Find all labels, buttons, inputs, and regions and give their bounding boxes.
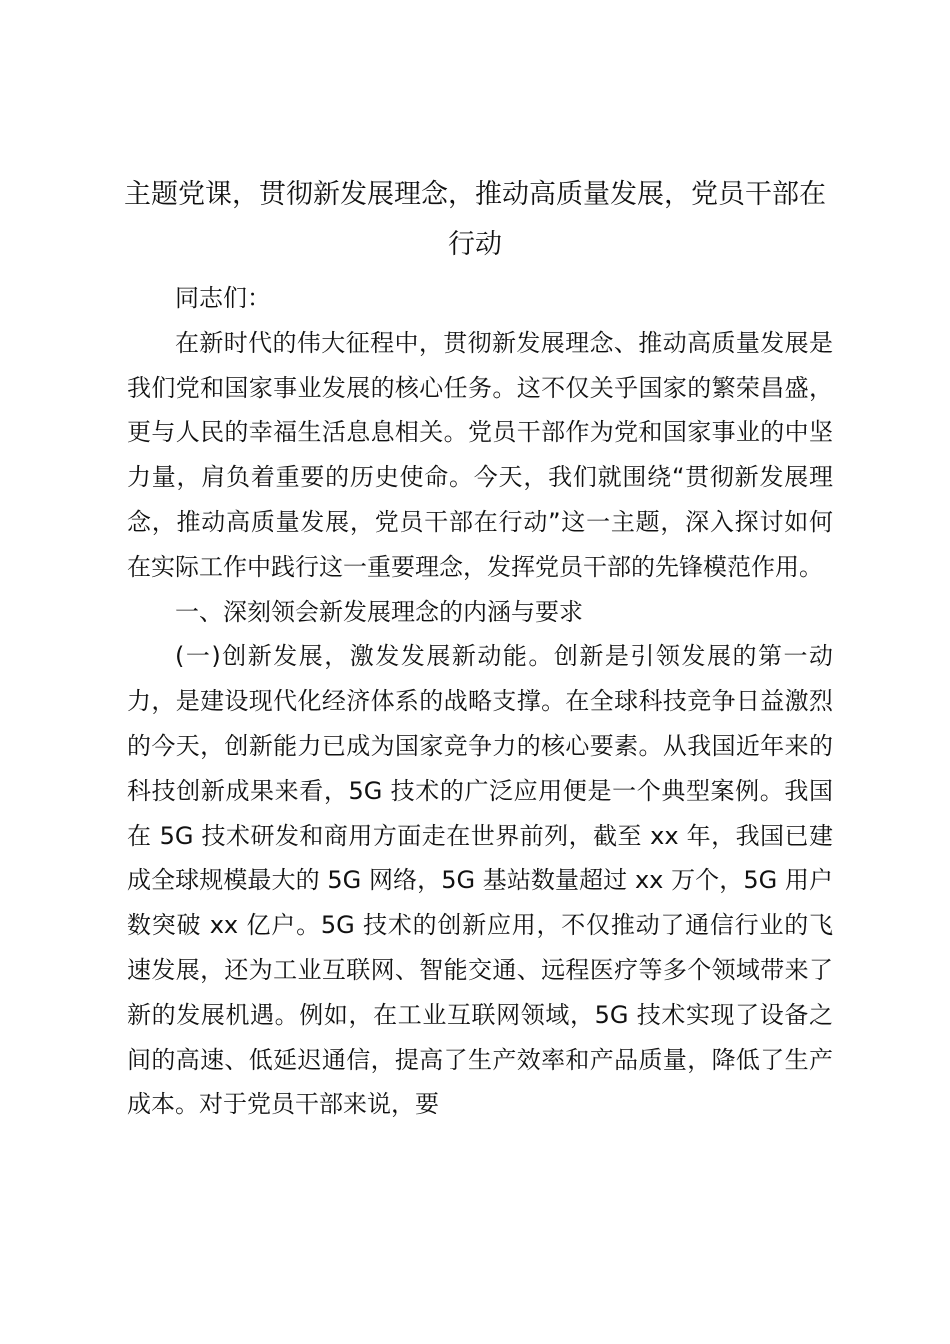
document-title: 主题党课，贯彻新发展理念，推动高质量发展，党员干部在行动 <box>124 179 826 260</box>
section-heading: 一、深刻领会新发展理念的内涵与要求 <box>175 597 583 626</box>
document-body <box>127 276 833 1127</box>
greeting: 同志们： <box>175 284 271 312</box>
paragraph-intro: 在新时代的伟大征程中，贯彻新发展理念、推动高质量发展是我们党和国家事业发展的核心任务。这不仅关乎国家的繁荣昌盛，更与人民的幸福生活息息相关。党员干部作为党和国家事业的中坚力量，肩负着重要的历史使命。今天，我们就围绕“贯彻新发展理念，推动高质量发展，党员干部在行动”这一主题，深入探讨如何在实际工作中践行这一重要理念，发挥党员干部的先锋模范作用。 <box>127 328 833 581</box>
paragraph-innovation: (一)创新发展，激发发展新动能。创新是引领发展的第一动力，是建设现代化经济体系的战略支撑。在全球科技竞争日益激烈的今天，创新能力已成为国家竞争力的核心要素。从我国近年来的科技创新成果来看，5G 技术的广泛应用便是一个典型案例。我国在 5G 技术研发和商用方面走在世界前列，截至 xx 年，我国已建成全球规模最大的 5G 网络，5G 基站数量超过 xx 万个，5G 用户数突破 xx 亿户。5G 技术的创新应用，不仅推动了通信行业的飞速发展，还为工业互联网、智能交通、远程医疗等多个领域带来了新的发展机遇。例如，在工业互联网领域，5G 技术实现了设备之间的高速、低延迟通信，提高了生产效率和产品质量，降低了生产成本。对于党员干部来说，要 <box>127 642 833 1119</box>
